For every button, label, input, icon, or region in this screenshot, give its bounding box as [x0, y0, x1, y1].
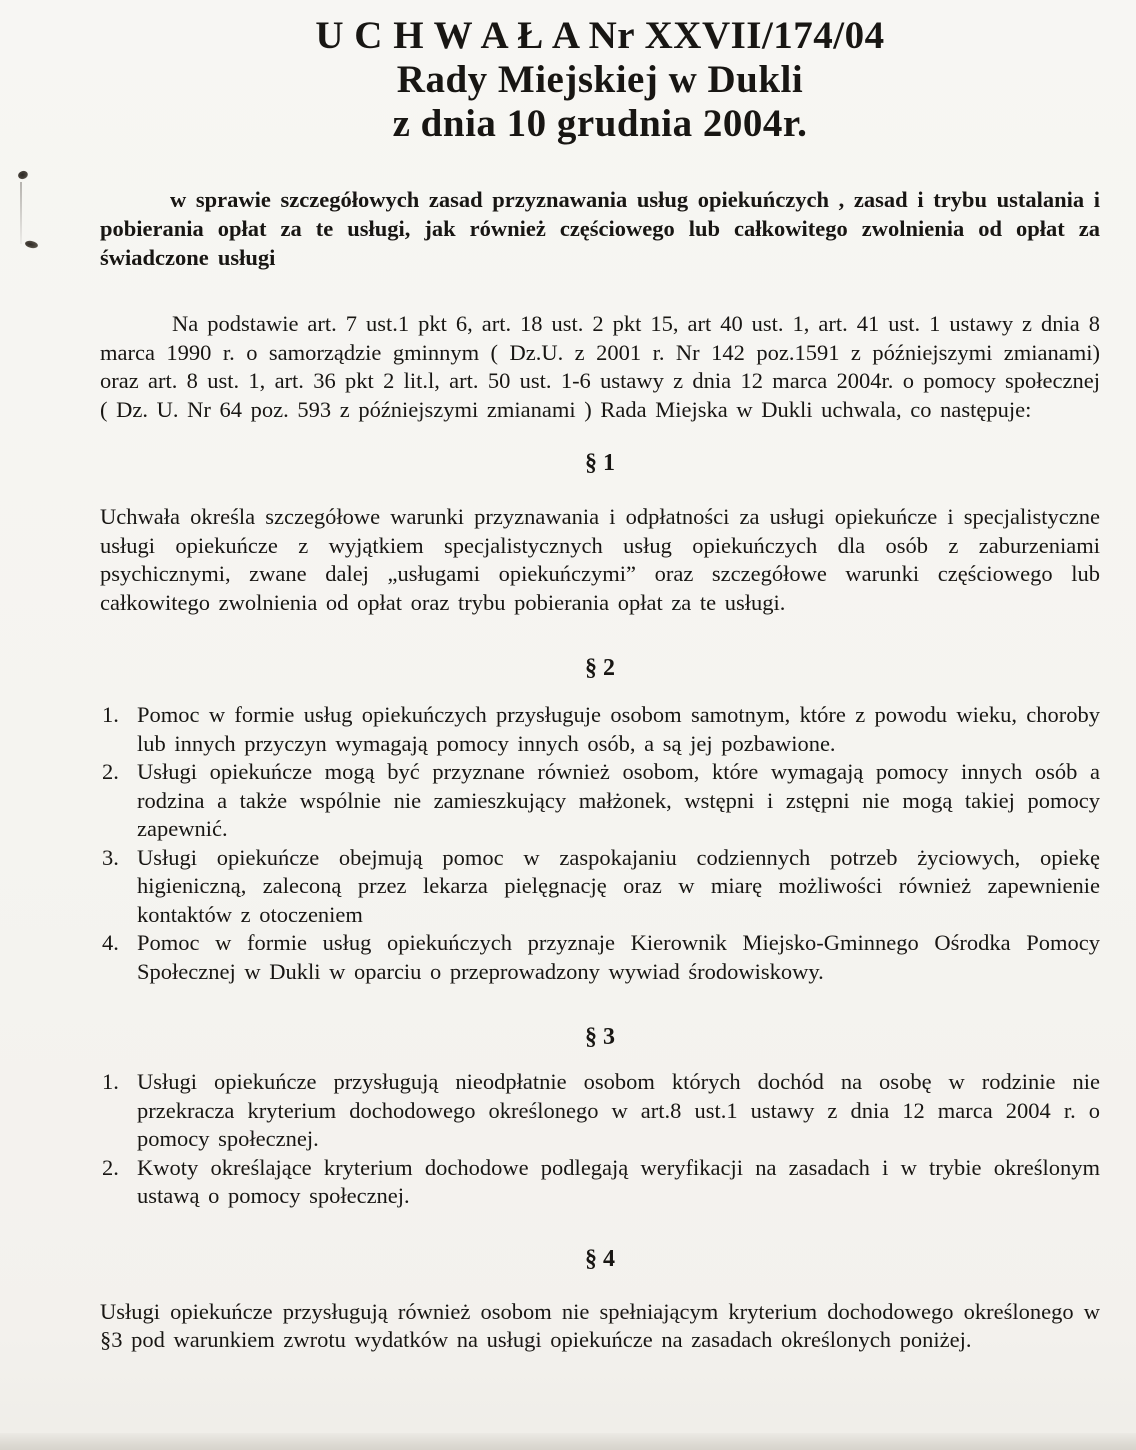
section-1-heading: § 1 [585, 450, 615, 476]
section-3-list [100, 1068, 1100, 1211]
list-item-text: Kwoty określające kryterium dochodowe podlegają weryfikacji na zasadach i w trybie określonym ustawą o pomocy społecznej. [137, 1154, 1100, 1208]
section-2-list [100, 701, 1100, 986]
list-item-number: 1. [102, 702, 119, 727]
section-4 [100, 1244, 1100, 1355]
list-item-number: 2. [102, 1154, 119, 1180]
document-title-line2: Rady Miejskiej w Dukli [396, 58, 804, 101]
scan-scratch-artifact [20, 182, 22, 244]
list-item [100, 758, 1100, 844]
list-item-text: Pomoc w formie usług opiekuńczych przysługuje osobom samotnym, które z powodu wieku, choroby lub innych przyczyn wymagają pomocy innych osób, a są jej pozbawione. [137, 702, 1100, 756]
list-item-text: Pomoc w formie usług opiekuńczych przyznaje Kierownik Miejsko-Gminnego Ośrodka Pomocy Społecznej w Dukli w oparciu o przeprowadzony wywiad środowiskowy. [137, 930, 1100, 984]
scan-speck-artifact [24, 240, 38, 250]
list-item [100, 1068, 1100, 1154]
list-item-number: 2. [102, 759, 119, 784]
section-2-heading: § 2 [585, 655, 615, 681]
list-item-text: Usługi opiekuńcze obejmują pomoc w zaspokajaniu codziennych potrzeb życiowych, opiekę higieniczną, zaleconą przez lekarza pielęgnację oraz w miarę możliwości również zapewnienie kontaktów z otoczeniem [137, 844, 1100, 927]
document-title [100, 14, 1100, 146]
document-title-line1: U C H W A Ł A Nr XXVII/174/04 [315, 14, 885, 57]
list-item-number: 3. [102, 844, 119, 870]
section-1 [100, 448, 1100, 617]
scan-edge-shadow [0, 1433, 1136, 1450]
list-item-text: Usługi opiekuńcze przysługują nieodpłatnie osobom których dochód na osobę w rodzinie nie przekracza kryterium dochodowego określonego w art.8 ust.1 ustawy z dnia 12 marca 2004 r. o pomocy społecznej. [137, 1069, 1100, 1151]
list-item [100, 701, 1100, 758]
scan-speck-artifact [17, 170, 29, 181]
list-item-number: 1. [102, 1069, 119, 1094]
section-2 [100, 653, 1100, 986]
section-4-body: Usługi opiekuńcze przysługują również osobom nie spełniającym kryterium dochodowego określonego w §3 pod warunkiem zwrotu wydatków na usługi opiekuńcze na zasadach określonych poniżej. [100, 1298, 1100, 1352]
list-item [100, 844, 1100, 930]
list-item [100, 1154, 1100, 1211]
list-item [100, 929, 1100, 986]
section-1-body: Uchwała określa szczegółowe warunki przyznawania i odpłatności za usługi opiekuńcze i specjalistyczne usługi opiekuńcze z wyjątkiem specjalistycznych usług opiekuńczych dla osób z zaburzeniami psychicznymi, zwane dalej „usługami opiekuńczymi” oraz szczegółowe warunki częściowego lub całkowitego zwolnienia od opłat oraz trybu pobierania opłat za te usługi. [100, 504, 1100, 615]
list-item-text: Usługi opiekuńcze mogą być przyznane również osobom, które wymagają pomocy innych osób a rodzina a także wspólnie nie zamieszkujący małżonek, wstępni i zstępni nie mogą takiej pomocy zapewnić. [137, 759, 1100, 841]
section-3 [100, 1022, 1100, 1211]
document-subject: w sprawie szczegółowych zasad przyznawania usług opiekuńczych , zasad i trybu ustalania i pobierania opłat za te usługi, jak również częściowego lub całkowitego zwolnienia od opłat za świadczone usługi [100, 187, 1100, 270]
list-item-number: 4. [102, 930, 119, 955]
document-title-line3: z dnia 10 grudnia 2004r. [392, 102, 808, 145]
legal-basis-preamble: Na podstawie art. 7 ust.1 pkt 6, art. 18 ust. 2 pkt 15, art 40 ust. 1, art. 41 ust. 1 ustawy z dnia 8 marca 1990 r. o samorządzie gminnym ( Dz.U. z 2001 r. Nr 142 poz.1591 z późniejszymi zmianami) oraz art. 8 ust. 1, art. 36 pkt 2 lit.l, art. 50 ust. 1-6 ustawy z dnia 12 marca 2004r. o pomocy społecznej ( Dz. U. Nr 64 poz. 593 z późniejszymi zmianami ) Rada Miejska w Dukli uchwala, co następuje: [100, 311, 1100, 422]
document-content [100, 0, 1100, 1355]
section-4-heading: § 4 [585, 1245, 615, 1272]
section-3-heading: § 3 [585, 1024, 615, 1050]
